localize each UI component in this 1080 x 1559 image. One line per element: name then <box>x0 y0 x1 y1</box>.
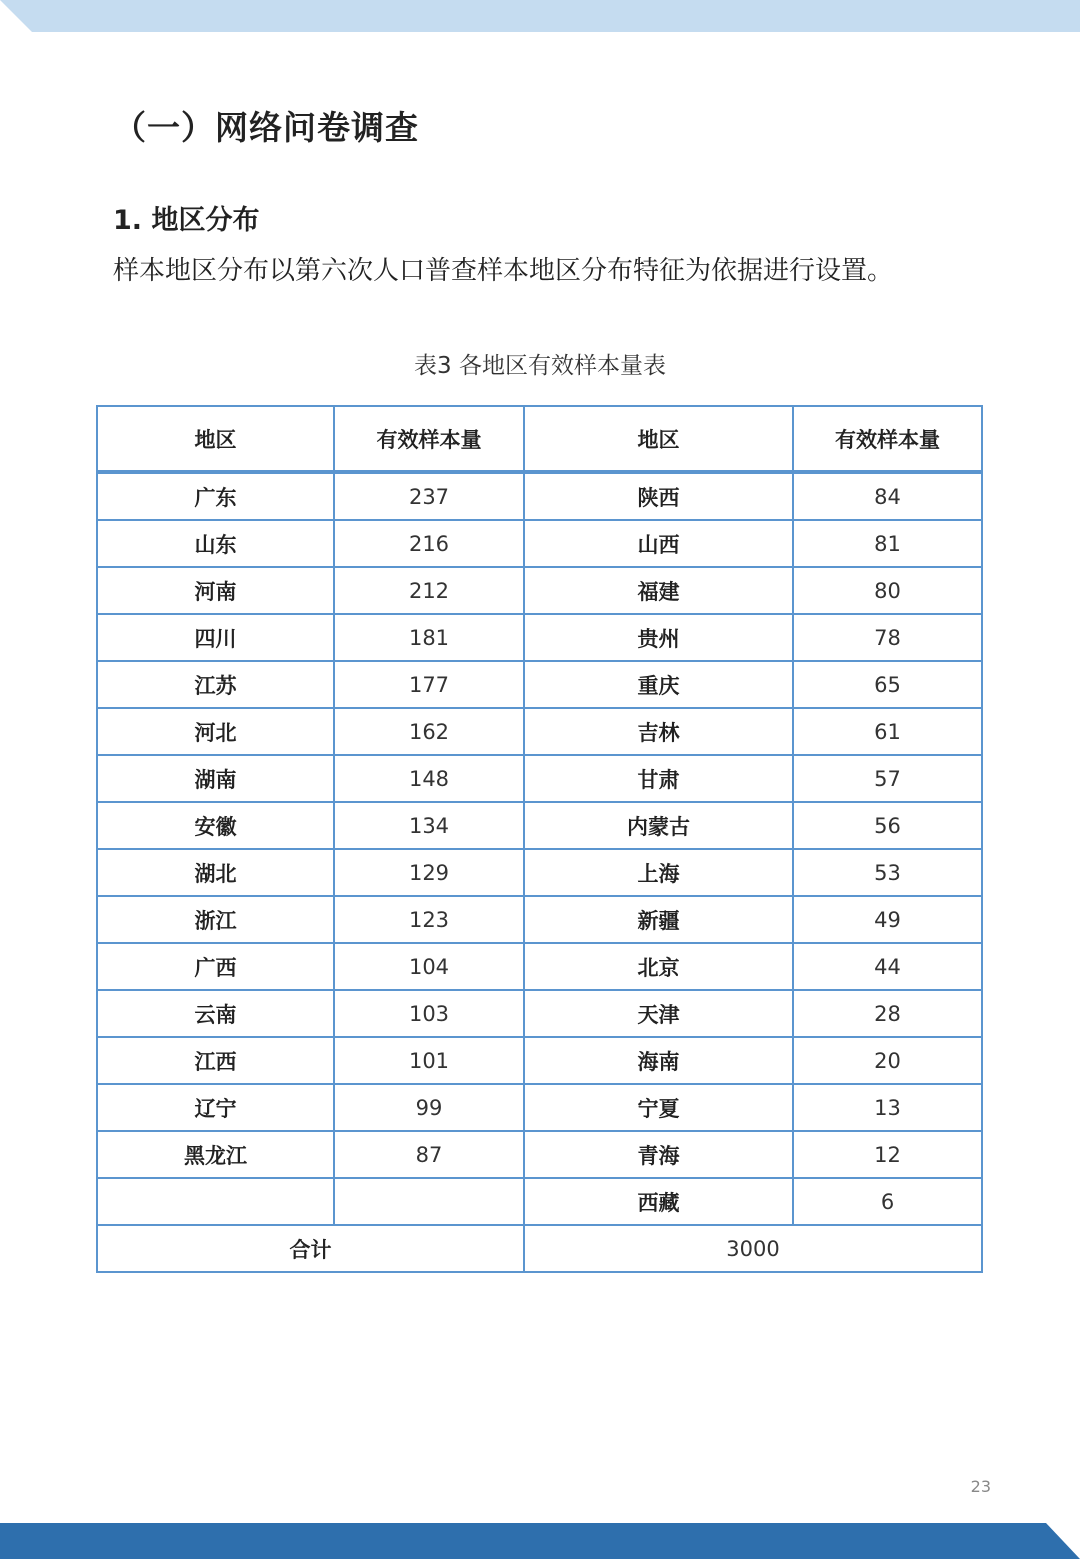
table-row <box>97 755 982 802</box>
region-cell: 山东 <box>97 520 334 567</box>
table-caption: 表3 各地区有效样本量表 <box>414 353 666 379</box>
table-header-row <box>97 406 982 472</box>
region-sample-table <box>96 405 983 1273</box>
region-cell: 甘肃 <box>524 755 793 802</box>
count-cell: 49 <box>793 896 982 943</box>
count-cell: 129 <box>334 849 524 896</box>
region-cell: 四川 <box>97 614 334 661</box>
count-cell: 81 <box>793 520 982 567</box>
table-row <box>97 802 982 849</box>
table-row <box>97 943 982 990</box>
region-cell: 陕西 <box>524 472 793 520</box>
count-cell: 84 <box>793 472 982 520</box>
region-cell: 宁夏 <box>524 1084 793 1131</box>
region-cell: 上海 <box>524 849 793 896</box>
region-cell: 青海 <box>524 1131 793 1178</box>
bottom-decorative-band <box>0 1523 1080 1559</box>
count-cell: 61 <box>793 708 982 755</box>
count-cell: 216 <box>334 520 524 567</box>
count-cell: 80 <box>793 567 982 614</box>
table-row <box>97 1037 982 1084</box>
count-cell: 12 <box>793 1131 982 1178</box>
region-cell: 新疆 <box>524 896 793 943</box>
table-row <box>97 990 982 1037</box>
header-count-2: 有效样本量 <box>793 406 982 472</box>
table-row <box>97 1178 982 1225</box>
section-heading: （一）网络问卷调查 <box>113 108 419 147</box>
total-label: 合计 <box>97 1225 524 1272</box>
region-cell: 湖南 <box>97 755 334 802</box>
region-cell: 北京 <box>524 943 793 990</box>
table-row <box>97 472 982 520</box>
count-cell: 57 <box>793 755 982 802</box>
body-paragraph: 样本地区分布以第六次人口普查样本地区分布特征为依据进行设置。 <box>113 256 894 286</box>
total-value: 3000 <box>524 1225 982 1272</box>
count-cell: 104 <box>334 943 524 990</box>
count-cell: 212 <box>334 567 524 614</box>
region-cell: 内蒙古 <box>524 802 793 849</box>
region-cell: 天津 <box>524 990 793 1037</box>
count-cell: 101 <box>334 1037 524 1084</box>
region-cell: 浙江 <box>97 896 334 943</box>
region-cell: 西藏 <box>524 1178 793 1225</box>
region-cell: 广东 <box>97 472 334 520</box>
region-cell: 河南 <box>97 567 334 614</box>
table-row <box>97 1084 982 1131</box>
region-cell: 安徽 <box>97 802 334 849</box>
region-cell: 贵州 <box>524 614 793 661</box>
region-cell: 海南 <box>524 1037 793 1084</box>
region-cell <box>97 1178 334 1225</box>
count-cell: 13 <box>793 1084 982 1131</box>
sub-heading: 1. 地区分布 <box>113 205 260 236</box>
count-cell: 87 <box>334 1131 524 1178</box>
count-cell: 53 <box>793 849 982 896</box>
count-cell: 99 <box>334 1084 524 1131</box>
count-cell: 123 <box>334 896 524 943</box>
region-cell: 山西 <box>524 520 793 567</box>
count-cell: 103 <box>334 990 524 1037</box>
region-cell: 河北 <box>97 708 334 755</box>
count-cell: 162 <box>334 708 524 755</box>
header-region-2: 地区 <box>524 406 793 472</box>
region-cell: 黑龙江 <box>97 1131 334 1178</box>
count-cell: 134 <box>334 802 524 849</box>
region-cell: 辽宁 <box>97 1084 334 1131</box>
region-cell: 湖北 <box>97 849 334 896</box>
page-number: 23 <box>970 1477 991 1496</box>
region-cell: 云南 <box>97 990 334 1037</box>
region-cell: 吉林 <box>524 708 793 755</box>
count-cell: 44 <box>793 943 982 990</box>
count-cell: 20 <box>793 1037 982 1084</box>
header-region-1: 地区 <box>97 406 334 472</box>
region-cell: 江西 <box>97 1037 334 1084</box>
region-cell: 福建 <box>524 567 793 614</box>
table-row <box>97 614 982 661</box>
count-cell: 177 <box>334 661 524 708</box>
header-count-1: 有效样本量 <box>334 406 524 472</box>
count-cell: 78 <box>793 614 982 661</box>
table-row <box>97 1131 982 1178</box>
region-cell: 江苏 <box>97 661 334 708</box>
table-row <box>97 567 982 614</box>
count-cell: 237 <box>334 472 524 520</box>
count-cell: 65 <box>793 661 982 708</box>
count-cell: 6 <box>793 1178 982 1225</box>
table-row <box>97 896 982 943</box>
region-cell: 重庆 <box>524 661 793 708</box>
table-total-row <box>97 1225 982 1272</box>
top-decorative-band <box>0 0 1080 32</box>
count-cell: 148 <box>334 755 524 802</box>
table-row <box>97 849 982 896</box>
region-cell: 广西 <box>97 943 334 990</box>
table-row <box>97 661 982 708</box>
count-cell: 181 <box>334 614 524 661</box>
table-row <box>97 708 982 755</box>
count-cell <box>334 1178 524 1225</box>
table-row <box>97 520 982 567</box>
count-cell: 28 <box>793 990 982 1037</box>
count-cell: 56 <box>793 802 982 849</box>
